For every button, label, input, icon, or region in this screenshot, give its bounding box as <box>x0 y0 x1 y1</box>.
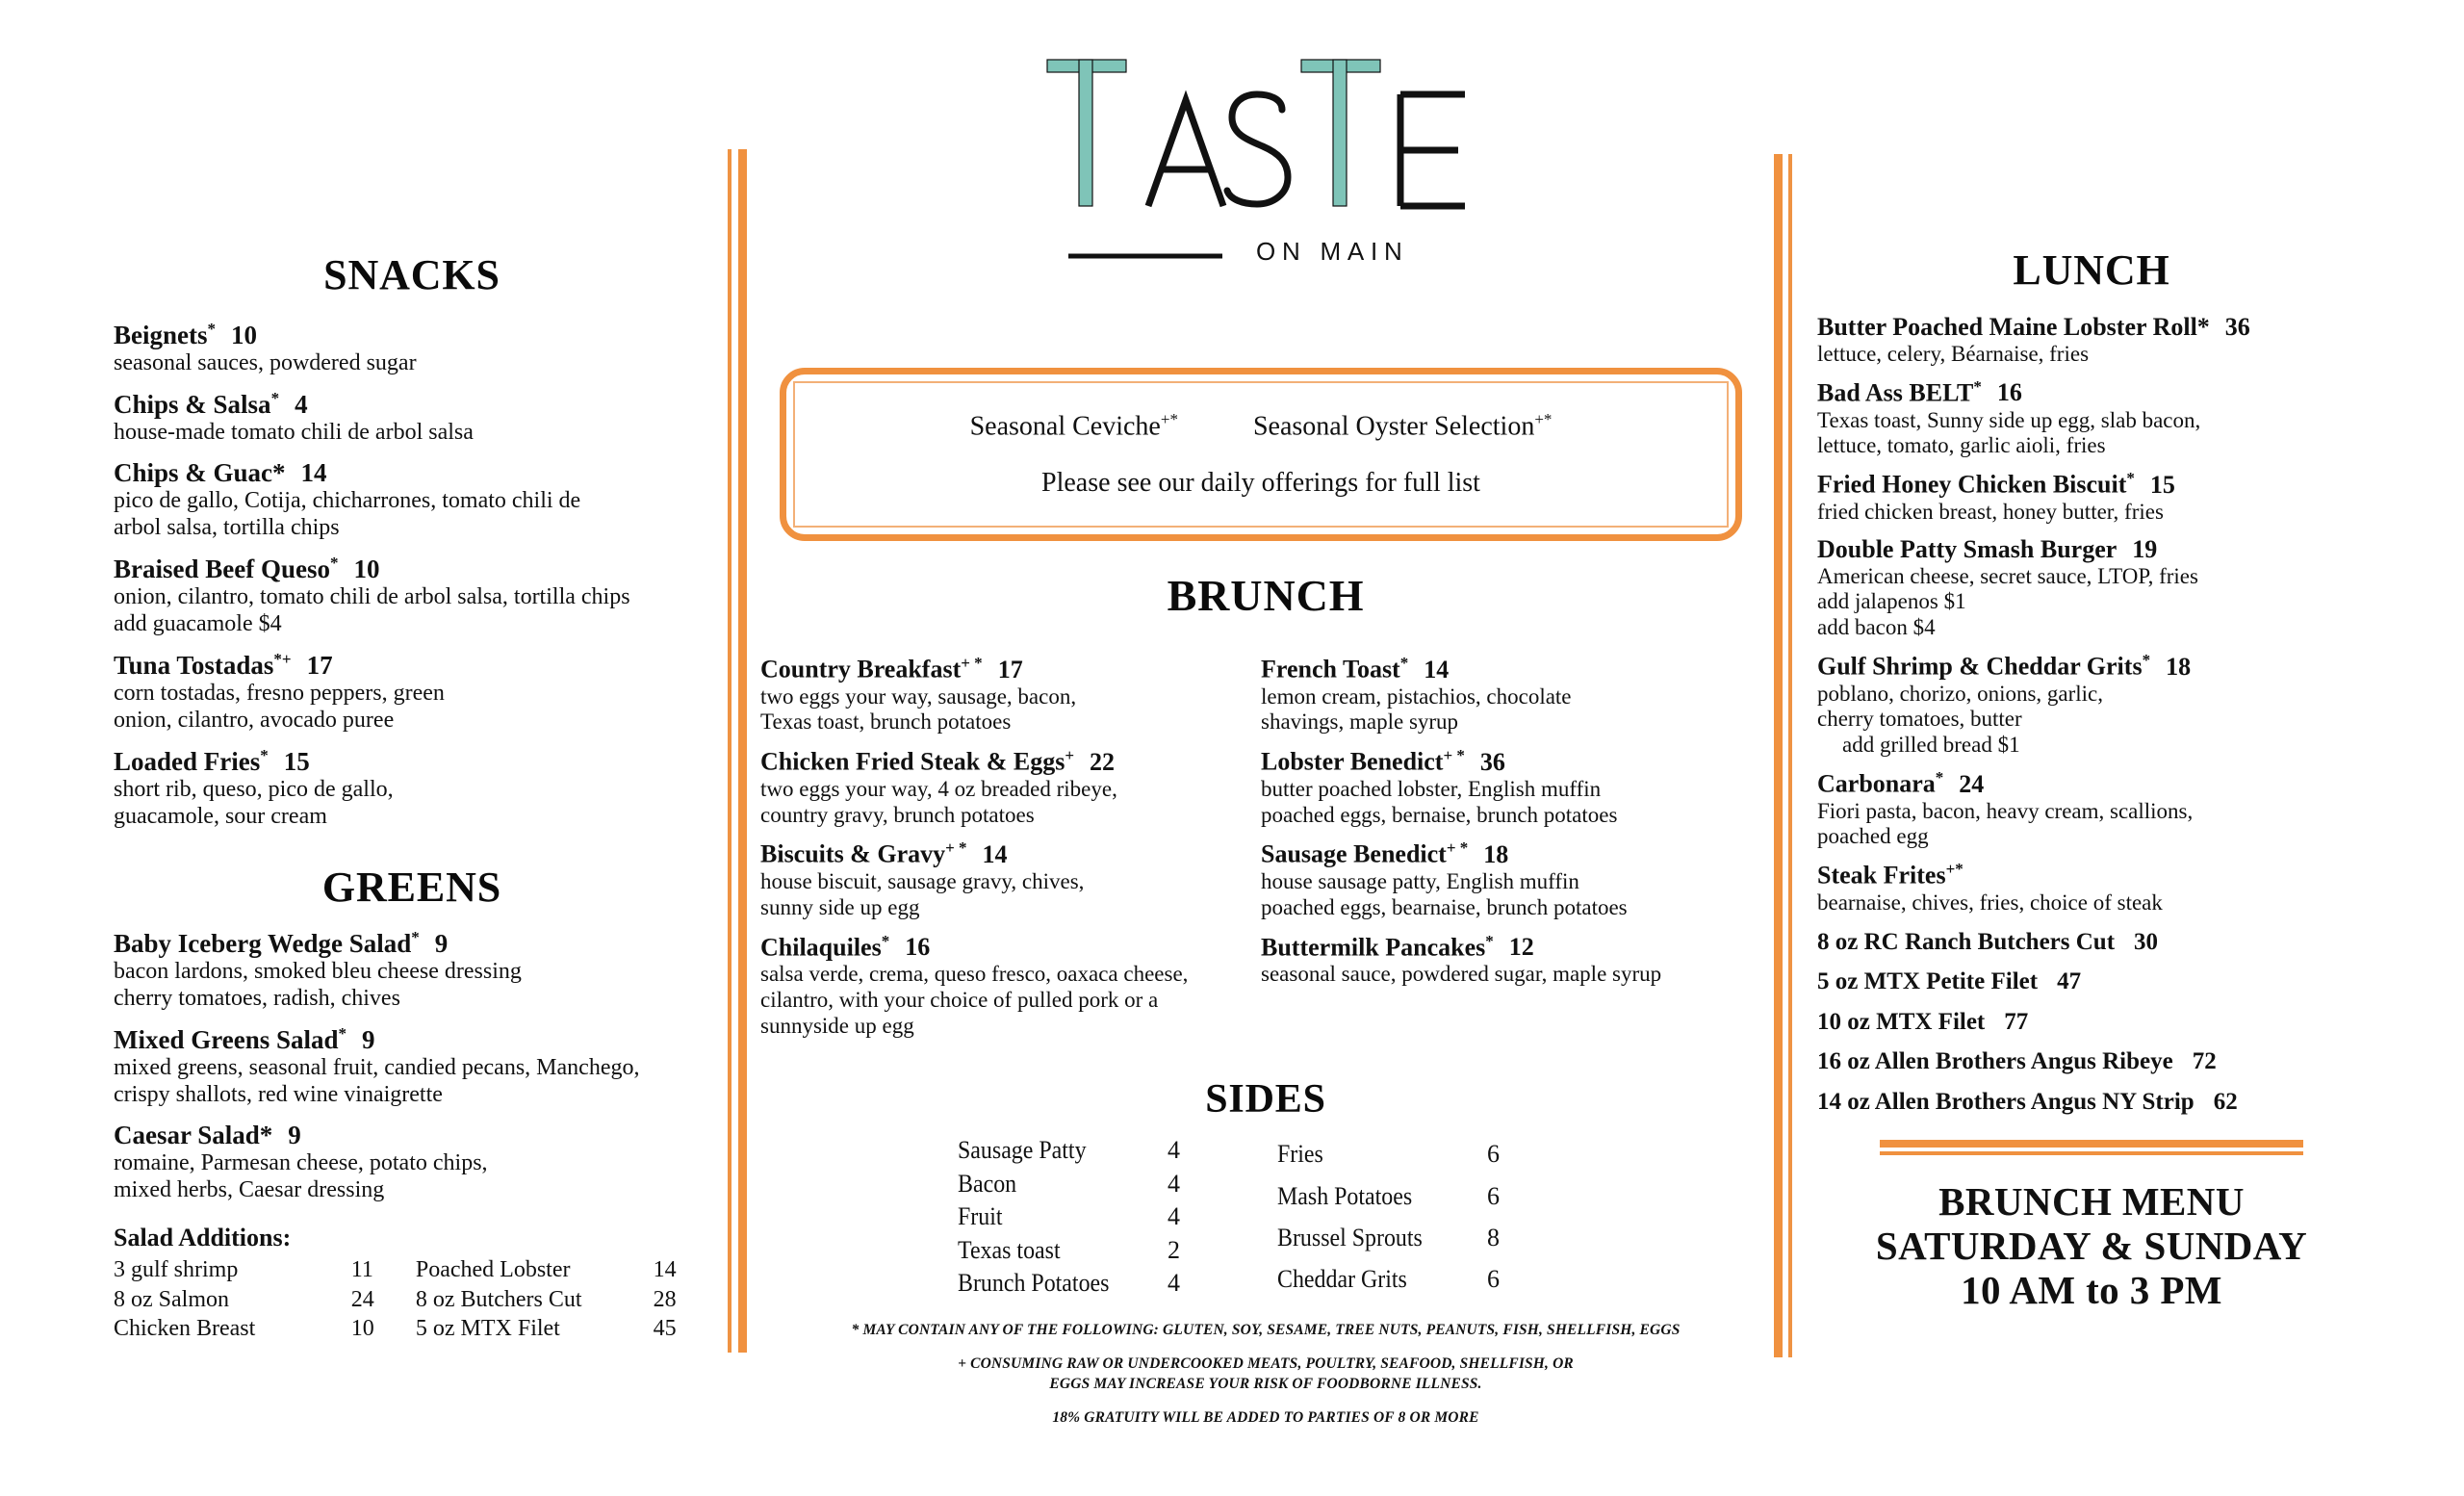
item-description: poblano, chorizo, onions, garlic, <box>1817 681 2104 706</box>
steak-cut-name: 10 oz MTX Filet <box>1817 1008 1986 1035</box>
item-description: lettuce, celery, Béarnaise, fries <box>1817 342 2090 367</box>
menu-item <box>114 747 710 830</box>
salad-additions-table <box>114 1255 710 1343</box>
item-name-line <box>114 651 710 680</box>
seasonal-oyster <box>1253 410 1552 442</box>
item-name-line <box>760 839 1261 868</box>
raw-foods-footnote <box>760 1354 1771 1395</box>
orange-horizontal-rule <box>1880 1140 2303 1155</box>
item-description: bacon lardons, smoked bleu cheese dressing <box>114 958 522 984</box>
item-price: 19 <box>2132 534 2158 563</box>
item-price: 4 <box>295 390 308 420</box>
item-name-line <box>1261 839 1771 868</box>
item-price: 14 <box>982 840 1008 869</box>
item-description: pico de gallo, Cotija, chicharrones, tomato chili de <box>114 488 581 514</box>
item-name-line <box>1261 747 1771 776</box>
table-row <box>1277 1259 1574 1301</box>
item-price: 24 <box>1959 769 1985 798</box>
table-row <box>1277 1175 1574 1217</box>
raw-foods-line2: EGGS MAY INCREASE YOUR RISK OF FOODBORNE ILLNESS. <box>1049 1375 1482 1392</box>
addition-name: Poached Lobster <box>415 1257 571 1283</box>
item-name-line <box>1817 652 2366 681</box>
menu-item <box>1817 536 2366 640</box>
center-column <box>760 0 1771 1496</box>
brunch-heading: BRUNCH <box>1167 571 1365 620</box>
item-footnote-marker: * <box>1399 654 1409 672</box>
steak-cut-row <box>1817 1009 2366 1036</box>
item-price: 15 <box>2149 470 2175 499</box>
item-description: mixed greens, seasonal fruit, candied pecans, Manchego, <box>114 1054 640 1080</box>
item-description-line3: add bacon $4 <box>1817 615 1936 640</box>
item-name: Gulf Shrimp & Cheddar Grits <box>1817 652 2143 681</box>
item-name: Loaded Fries <box>114 746 261 776</box>
item-description-line2: mixed herbs, Caesar dressing <box>114 1176 385 1202</box>
rule-thin-line <box>1880 1151 2303 1155</box>
vertical-divider-right <box>1774 154 1797 1357</box>
item-name: Double Patty Smash Burger <box>1817 534 2118 563</box>
item-name: Lobster Benedict <box>1261 747 1444 776</box>
table-row <box>114 1255 710 1284</box>
brunch-hours-line1: BRUNCH MENU <box>1938 1179 2245 1225</box>
menu-item <box>1817 314 2366 367</box>
item-price: 17 <box>997 655 1023 684</box>
menu-item <box>1261 747 1771 827</box>
menu-item <box>760 933 1261 1039</box>
side-price: 8 <box>1487 1223 1500 1251</box>
item-name-line <box>114 321 710 349</box>
brunch-left-column <box>760 655 1261 1051</box>
table-row <box>958 1134 1254 1168</box>
seasonal-oyster-label: Seasonal Oyster Selection <box>1252 411 1535 442</box>
addition-name: 8 oz Salmon <box>114 1286 229 1312</box>
steak-cut-row <box>1817 929 2366 956</box>
vertical-divider-left <box>728 149 751 1353</box>
item-price: 16 <box>905 933 931 962</box>
steak-cut-row <box>1817 1089 2366 1116</box>
allergen-footnote: * MAY CONTAIN ANY OF THE FOLLOWING: GLUTEN, SOY, SESAME, TREE NUTS, PEANUTS, FISH, SHELLFISH, EGGS <box>851 1322 1681 1338</box>
item-description-line2: crispy shallots, red wine vinaigrette <box>114 1081 443 1107</box>
item-name: Butter Poached Maine Lobster Roll* <box>1817 313 2210 341</box>
item-footnote-marker: * <box>881 931 890 950</box>
item-footnote-marker: * <box>270 389 280 408</box>
menu-item <box>760 655 1261 735</box>
item-description: onion, cilantro, tomato chili de arbol salsa, tortilla chips <box>114 584 630 610</box>
item-description-line2: lettuce, tomato, garlic aioli, fries <box>1817 433 2106 458</box>
item-name-line <box>1817 314 2366 341</box>
item-name: French Toast <box>1261 655 1400 684</box>
steak-cut-price: 62 <box>2213 1088 2238 1115</box>
item-name-line <box>760 747 1261 776</box>
menu-item <box>1261 933 1771 987</box>
item-footnote-marker: * <box>1973 376 1982 396</box>
steak-cut-price: 77 <box>2004 1008 2029 1035</box>
item-price: 12 <box>1508 933 1534 962</box>
item-description: fried chicken breast, honey butter, fries <box>1817 499 2164 524</box>
item-footnote-marker: +* <box>1534 410 1553 429</box>
item-name: Sausage Benedict <box>1261 840 1447 869</box>
item-price: 18 <box>1483 840 1509 869</box>
item-price: 14 <box>300 458 327 488</box>
item-description-line2: cherry tomatoes, radish, chives <box>114 985 400 1011</box>
item-description: butter poached lobster, English muffin <box>1261 776 1602 801</box>
item-description-line2: shavings, maple syrup <box>1261 709 1459 735</box>
item-name: Bad Ass BELT <box>1817 378 1974 407</box>
item-description: American cheese, secret sauce, LTOP, fries <box>1817 563 2198 588</box>
item-price: 17 <box>306 650 333 680</box>
raw-foods-line1: + CONSUMING RAW OR UNDERCOOKED MEATS, POULTRY, SEAFOOD, SHELLFISH, OR <box>958 1354 1574 1372</box>
steak-cut-price: 30 <box>2134 928 2159 955</box>
left-column <box>114 250 710 1343</box>
side-name: Brussel Sprouts <box>1277 1223 1423 1251</box>
side-name: Sausage Patty <box>958 1136 1087 1164</box>
item-description: house sausage patty, English muffin <box>1261 869 1579 894</box>
item-description-line2: poached eggs, bearnaise, brunch potatoes <box>1261 894 1628 919</box>
menu-item <box>1817 470 2366 524</box>
item-price: 9 <box>288 1120 301 1149</box>
side-name: Bacon <box>958 1169 1017 1198</box>
side-price: 2 <box>1168 1235 1180 1264</box>
item-name: Buttermilk Pancakes <box>1261 933 1486 962</box>
divider-thick-line <box>1774 154 1783 1357</box>
steak-cut-name: 8 oz RC Ranch Butchers Cut <box>1817 928 2116 955</box>
item-price: 22 <box>1090 747 1116 776</box>
steak-cut-price: 47 <box>2057 968 2082 995</box>
menu-item <box>1261 839 1771 919</box>
item-addon-text: add grilled bread $1 <box>1842 733 2020 758</box>
item-footnote-marker: + * <box>1443 746 1465 765</box>
seasonal-ceviche-label: Seasonal Ceviche <box>969 411 1161 442</box>
item-name-line <box>1261 933 1771 962</box>
item-name: Country Breakfast <box>760 655 962 684</box>
item-name-line <box>1817 470 2366 499</box>
item-footnote-marker: *+ <box>273 649 292 668</box>
side-price: 4 <box>1168 1136 1180 1164</box>
item-name: Baby Iceberg Wedge Salad <box>114 928 412 958</box>
side-name: Brunch Potatoes <box>958 1269 1110 1298</box>
side-price: 6 <box>1487 1265 1500 1294</box>
item-price: 18 <box>2166 652 2192 681</box>
item-description: salsa verde, crema, queso fresco, oaxaca cheese, <box>760 962 1189 987</box>
steak-cut-price: 72 <box>2192 1048 2217 1075</box>
table-row <box>958 1234 1254 1268</box>
item-description: two eggs your way, 4 oz breaded ribeye, <box>760 776 1117 801</box>
item-footnote-marker: * <box>1935 767 1944 787</box>
menu-item <box>1817 378 2366 458</box>
side-name: Cheddar Grits <box>1277 1265 1407 1294</box>
divider-thick-line <box>738 149 747 1353</box>
item-name-line <box>760 933 1261 962</box>
item-name-line <box>1817 536 2366 563</box>
item-footnote-marker: * <box>411 927 420 946</box>
menu-item <box>114 1122 710 1203</box>
item-price: 15 <box>283 746 310 776</box>
item-description: house biscuit, sausage gravy, chives, <box>760 869 1085 894</box>
item-name-line <box>114 390 710 419</box>
addition-price: 14 <box>653 1257 677 1283</box>
addition-price: 11 <box>350 1257 373 1283</box>
item-description: corn tostadas, fresno peppers, green <box>114 681 445 707</box>
seasonal-specials-row <box>970 410 1553 442</box>
side-price: 6 <box>1487 1140 1500 1169</box>
side-name: Fruit <box>958 1202 1003 1231</box>
item-name: Fried Honey Chicken Biscuit <box>1817 470 2127 499</box>
item-description-line2: arbol salsa, tortilla chips <box>114 515 340 541</box>
item-name: Braised Beef Queso <box>114 554 330 583</box>
brunch-columns <box>760 655 1771 1051</box>
item-name: Chicken Fried Steak & Eggs <box>760 747 1065 776</box>
menu-item <box>114 390 710 446</box>
addition-name: 8 oz Butchers Cut <box>415 1286 582 1312</box>
item-name: Caesar Salad* <box>114 1120 273 1149</box>
menu-item <box>114 651 710 734</box>
side-price: 6 <box>1487 1181 1500 1210</box>
side-price: 4 <box>1168 1269 1180 1298</box>
steak-cut-name: 16 oz Allen Brothers Angus Ribeye <box>1817 1048 2173 1075</box>
item-description-line2: poached egg <box>1817 824 1929 849</box>
item-footnote-marker: +* <box>1160 410 1178 429</box>
side-name: Texas toast <box>958 1235 1061 1264</box>
addition-name: Chicken Breast <box>114 1316 256 1342</box>
menu-item <box>114 321 710 376</box>
item-name-line <box>1817 378 2366 407</box>
divider-thin-line <box>1788 154 1792 1357</box>
seasonal-ceviche <box>970 410 1178 442</box>
item-footnote-marker: * <box>2142 650 2151 669</box>
footnotes-block <box>760 1321 1771 1429</box>
brunch-right-column <box>1261 655 1771 1051</box>
item-description: short rib, queso, pico de gallo, <box>114 776 394 802</box>
logo-tagline: ON MAIN <box>1256 237 1409 266</box>
table-row <box>1277 1134 1574 1175</box>
addition-price: 45 <box>653 1316 677 1342</box>
steak-cut-row <box>1817 1048 2366 1075</box>
item-name: Carbonara <box>1817 769 1936 798</box>
item-price: 36 <box>2224 313 2250 341</box>
item-name: Steak Frites <box>1817 861 1946 890</box>
greens-heading: GREENS <box>321 863 502 911</box>
table-row <box>114 1285 710 1314</box>
item-description-line2: Texas toast, brunch potatoes <box>760 709 1012 735</box>
menu-item <box>1817 769 2366 849</box>
item-description-line2: poached eggs, bernaise, brunch potatoes <box>1261 802 1618 827</box>
sides-heading: SIDES <box>1205 1077 1326 1122</box>
item-footnote-marker: + * <box>961 654 983 672</box>
item-description: two eggs your way, sausage, bacon, <box>760 684 1077 709</box>
item-price: 9 <box>434 928 449 958</box>
item-footnote-marker: + <box>1065 746 1075 765</box>
item-price: 10 <box>231 321 257 349</box>
item-description: romaine, Parmesan cheese, potato chips, <box>114 1149 488 1175</box>
item-price: 10 <box>353 554 380 583</box>
item-footnote-marker: * <box>207 320 216 338</box>
item-description-line2: cilantro, with your choice of pulled pork or a <box>760 988 1159 1013</box>
snacks-heading: SNACKS <box>323 251 500 298</box>
sides-tables <box>760 1134 1771 1301</box>
item-description: seasonal sauces, powdered sugar <box>114 350 417 376</box>
item-description-line3: sunnyside up egg <box>760 1013 914 1038</box>
item-description-line2: cherry tomatoes, butter <box>1817 707 2022 732</box>
addition-price: 28 <box>653 1286 677 1312</box>
item-description: Texas toast, Sunny side up egg, slab bacon, <box>1817 407 2201 432</box>
item-name: Biscuits & Gravy <box>760 840 946 869</box>
item-description: Fiori pasta, bacon, heavy cream, scallions, <box>1817 798 2194 823</box>
table-row <box>1277 1217 1574 1258</box>
item-name-line <box>114 929 710 958</box>
sides-table-left <box>958 1134 1254 1301</box>
item-description: bearnaise, chives, fries, choice of steak <box>1817 890 2163 915</box>
side-price: 4 <box>1168 1202 1180 1231</box>
rule-thick-line <box>1880 1140 2303 1148</box>
item-description: house-made tomato chili de arbol salsa <box>114 420 474 446</box>
item-description-line2: add jalapenos $1 <box>1817 589 1966 614</box>
lunch-heading: LUNCH <box>2013 246 2170 294</box>
menu-item <box>114 1025 710 1108</box>
steak-cut-name: 5 oz MTX Petite Filet <box>1817 968 2039 995</box>
item-description-line2: country gravy, brunch potatoes <box>760 802 1035 827</box>
addition-price: 24 <box>350 1286 374 1312</box>
steak-cut-row <box>1817 968 2366 995</box>
sides-table-right <box>1277 1134 1574 1301</box>
table-row <box>958 1168 1254 1201</box>
steak-cut-name: 14 oz Allen Brothers Angus NY Strip <box>1817 1088 2194 1115</box>
gratuity-footnote: 18% GRATUITY WILL BE ADDED TO PARTIES OF 8 OR MORE <box>1052 1408 1479 1426</box>
salad-additions-block <box>114 1224 710 1343</box>
item-description-line2: sunny side up egg <box>760 894 920 919</box>
table-row <box>958 1200 1254 1234</box>
item-name-line <box>1261 655 1771 684</box>
menu-item <box>114 555 710 637</box>
item-footnote-marker: + * <box>1446 838 1469 858</box>
seasonal-specials-box <box>780 368 1742 541</box>
menu-item <box>760 839 1261 919</box>
item-name-line <box>1817 861 2366 890</box>
item-name: Chips & Salsa <box>114 390 271 420</box>
item-name: Chips & Guac* <box>114 458 286 488</box>
addition-name: 5 oz MTX Filet <box>415 1316 560 1342</box>
item-footnote-marker: * <box>260 745 269 764</box>
item-name: Chilaquiles <box>760 933 882 962</box>
item-footnote-marker: * <box>2126 469 2135 488</box>
item-name: Beignets <box>114 321 208 349</box>
side-name: Fries <box>1277 1140 1323 1169</box>
salad-additions-title: Salad Additions: <box>114 1224 292 1252</box>
table-row <box>114 1314 710 1343</box>
item-footnote-marker: +* <box>1945 860 1964 879</box>
item-description: seasonal sauce, powdered sugar, maple syrup <box>1261 962 1662 987</box>
side-price: 4 <box>1168 1169 1180 1198</box>
item-footnote-marker: * <box>338 1023 347 1043</box>
item-price: 14 <box>1424 655 1450 684</box>
table-row <box>958 1267 1254 1301</box>
seasonal-specials-note: Please see our daily offerings for full list <box>1041 467 1480 498</box>
item-description-line2: onion, cilantro, avocado puree <box>114 707 395 733</box>
menu-item <box>1261 655 1771 735</box>
item-name: Mixed Greens Salad <box>114 1024 339 1054</box>
menu-item <box>114 459 710 541</box>
menu-item <box>1817 861 2366 915</box>
item-name-line <box>114 1025 710 1054</box>
item-footnote-marker: * <box>1485 931 1494 950</box>
item-footnote-marker: * <box>329 553 339 572</box>
divider-thin-line <box>728 149 732 1353</box>
item-description-addon <box>1817 733 2366 758</box>
item-name-line <box>760 655 1261 684</box>
item-name-line <box>1817 769 2366 798</box>
item-description-line2: guacamole, sour cream <box>114 803 327 829</box>
brunch-hours-line2: SATURDAY & SUNDAY <box>1875 1223 2308 1268</box>
item-name-line <box>114 459 710 487</box>
side-name: Mash Potatoes <box>1277 1181 1413 1210</box>
item-name-line <box>114 747 710 776</box>
menu-item <box>760 747 1261 827</box>
addition-name: 3 gulf shrimp <box>114 1257 239 1283</box>
item-description: lemon cream, pistachios, chocolate <box>1261 684 1572 709</box>
brunch-hours-block <box>1817 1180 2366 1313</box>
item-name-line <box>114 1122 710 1149</box>
item-price: 36 <box>1479 747 1505 776</box>
item-footnote-marker: + * <box>945 838 967 858</box>
brunch-hours-line3: 10 AM to 3 PM <box>1961 1267 2222 1312</box>
item-price: 16 <box>1996 378 2022 407</box>
addition-price: 10 <box>350 1316 374 1342</box>
right-column <box>1817 245 2366 1313</box>
item-name-line <box>114 555 710 583</box>
item-name: Tuna Tostadas <box>114 650 274 680</box>
menu-item <box>1817 652 2366 758</box>
item-description-line2: add guacamole $4 <box>114 611 282 636</box>
menu-item <box>114 929 710 1012</box>
item-price: 9 <box>362 1024 375 1054</box>
